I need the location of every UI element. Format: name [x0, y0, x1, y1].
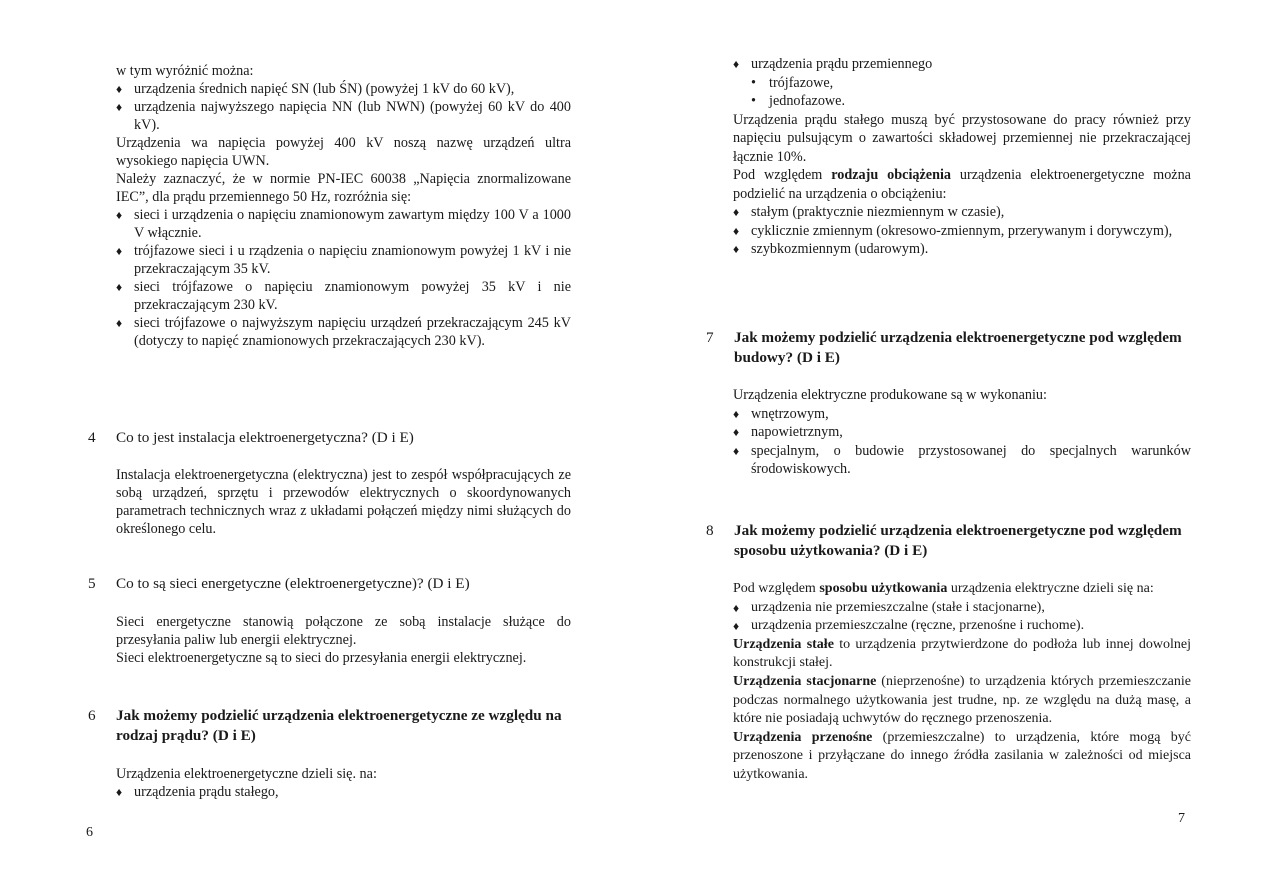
answer-7	[733, 386, 1191, 479]
list-item: ♦ urządzenia średnich napięć SN (lub ŚN) (powyżej 1 kV do 60 kV),	[116, 80, 571, 98]
question-number: 7	[706, 329, 714, 346]
bold-term: Urządzenia stałe	[733, 636, 834, 652]
question-title: Co to są sieci energetyczne (elektroenergetyczne)? (D i E)	[116, 575, 470, 592]
question-number: 4	[88, 429, 96, 446]
answer-intro	[733, 580, 1191, 599]
question-title: Jak możemy podzielić urządzenia elektroenergetyczne ze względu na rodzaj prądu? (D i E)	[116, 707, 562, 744]
text-run: (nieprzenośne) to urządzenia których przemieszczanie podczas normalnego użytkowania jest trudne, np. ze względu na dużą masę, a które nie posiadają uchwytów do ręcznego przenoszenia.	[733, 673, 1191, 727]
left-top-block	[116, 62, 571, 350]
definition-portable	[733, 729, 1191, 785]
list-item: ♦ cyklicznie zmiennym (okresowo-zmiennym, przerywanym i dorywczym),	[733, 222, 1191, 241]
list-item: ♦ urządzenia prądu stałego,	[116, 783, 571, 801]
list-item: ♦ sieci trójfazowe o napięciu znamionowym powyżej 35 kV i nie przekraczającym 230 kV.	[116, 278, 571, 314]
text-run: urządzenia elektryczne dzieli się na:	[947, 581, 1154, 596]
question-title: Jak możemy podzielić urządzenia elektroenergetyczne pod względem budowy? (D i E)	[734, 329, 1182, 366]
bold-term: rodzaju obciążenia	[831, 167, 952, 183]
paragraph-uwn: Urządzenia wa napięcia powyżej 400 kV noszą nazwę urządzeń ultra wysokiego napięcia UWN.	[116, 135, 571, 169]
text-run: Pod względem	[733, 167, 832, 183]
list-item: ♦ sieci trójfazowe o najwyższym napięciu urządzeń przekraczającym 245 kV (dotyczy to napięć znamionowych przekraczających 230 kV).	[116, 314, 571, 350]
question-number: 8	[706, 522, 714, 539]
text-run: (przemieszczalne) to urządzenia, które mogą być przenoszone i przyłączane do innego źródła zasilania w zależności od miejsca użytkowania.	[733, 729, 1191, 782]
list-item: • trójfazowe,	[733, 74, 1191, 93]
bold-term: Urządzenia przenośne	[733, 729, 873, 745]
page-number: 7	[1178, 811, 1185, 826]
list-item: ♦ urządzenia przemieszczalne (ręczne, przenośne i ruchome).	[733, 617, 1191, 636]
intro-line: w tym wyróżnić można:	[116, 63, 254, 79]
answer-text: Sieci elektroenergetyczne są to sieci do przesyłania energii elektrycznej.	[116, 650, 527, 666]
page-number: 6	[86, 825, 93, 840]
list-item: ♦ wnętrzowym,	[733, 405, 1191, 424]
list-item: ♦ urządzenia prądu przemiennego	[733, 55, 1191, 74]
answer-intro: Urządzenia elektroenergetyczne dzieli się. na:	[116, 766, 377, 782]
paragraph-load	[733, 166, 1191, 203]
list-item: ♦ stałym (praktycznie niezmiennym w czasie),	[733, 203, 1191, 222]
answer-6	[116, 765, 571, 801]
paragraph-iec: Należy zaznaczyć, że w normie PN-IEC 60038 „Napięcia znormalizowane IEC”, dla prądu przemiennego 50 Hz, rozróżnia się:	[116, 171, 571, 205]
list-item: ♦ szybkozmiennym (udarowym).	[733, 240, 1191, 259]
paragraph-dc: Urządzenia prądu stałego muszą być przystosowane do pracy również przy napięciu pulsującym o zawartości składowej przemiennej nie przekraczającej łącznie 10%.	[733, 111, 1191, 165]
list-item: • jednofazowe.	[733, 92, 1191, 111]
answer-text: Sieci energetyczne stanowią połączone ze sobą instalacje służące do przesyłania paliw lub energii elektrycznej.	[116, 614, 571, 648]
question-number: 5	[88, 575, 96, 592]
definition-fixed	[733, 636, 1191, 673]
list-item: ♦ urządzenia najwyższego napięcia NN (lub NWN) (powyżej 60 kV do 400 kV).	[116, 98, 571, 134]
definition-stationary	[733, 673, 1191, 729]
answer-text: Instalacja elektroenergetyczna (elektryczna) jest to zespół współpracujących ze sobą urządzeń, sprzętu i przewodów elektrycznych o skoordynowanych parametrach technicznych wraz z układami połączeń między nimi służących do określonego celu.	[116, 467, 571, 537]
list-item: ♦ specjalnym, o budowie przystosowanej do specjalnych warunków środowiskowych.	[733, 442, 1191, 479]
text-run: to urządzenia przytwierdzone do podłoża lub innej dowolnej konstrukcji stałej.	[733, 636, 1191, 671]
list-item: ♦ sieci i urządzenia o napięciu znamionowym zawartym między 100 V a 1000 V włącznie.	[116, 206, 571, 242]
text-run: Pod względem	[733, 581, 820, 596]
list-item: ♦ urządzenia nie przemieszczalne (stałe i stacjonarne),	[733, 599, 1191, 618]
left-page	[0, 0, 631, 891]
answer-8	[733, 580, 1191, 785]
list-item: ♦ napowietrznym,	[733, 423, 1191, 442]
answer-4	[116, 466, 571, 538]
bold-term: sposobu użytkowania	[819, 581, 948, 596]
question-number: 6	[88, 707, 96, 724]
right-top-block	[733, 55, 1191, 259]
answer-5	[116, 613, 571, 667]
bold-term: Urządzenia stacjonarne	[733, 673, 877, 689]
answer-intro: Urządzenia elektryczne produkowane są w wykonaniu:	[733, 387, 1047, 403]
list-item: ♦ trójfazowe sieci i u rządzenia o napięciu znamionowym powyżej 1 kV i nie przekraczającym 35 kV.	[116, 242, 571, 278]
question-title: Jak możemy podzielić urządzenia elektroenergetyczne pod względem sposobu użytkowania? (D i E)	[734, 522, 1182, 559]
text-run: urządzenia elektroenergetyczne można podzielić na urządzenia o obciążeniu:	[733, 167, 1191, 202]
question-title: Co to jest instalacja elektroenergetyczna? (D i E)	[116, 429, 414, 446]
